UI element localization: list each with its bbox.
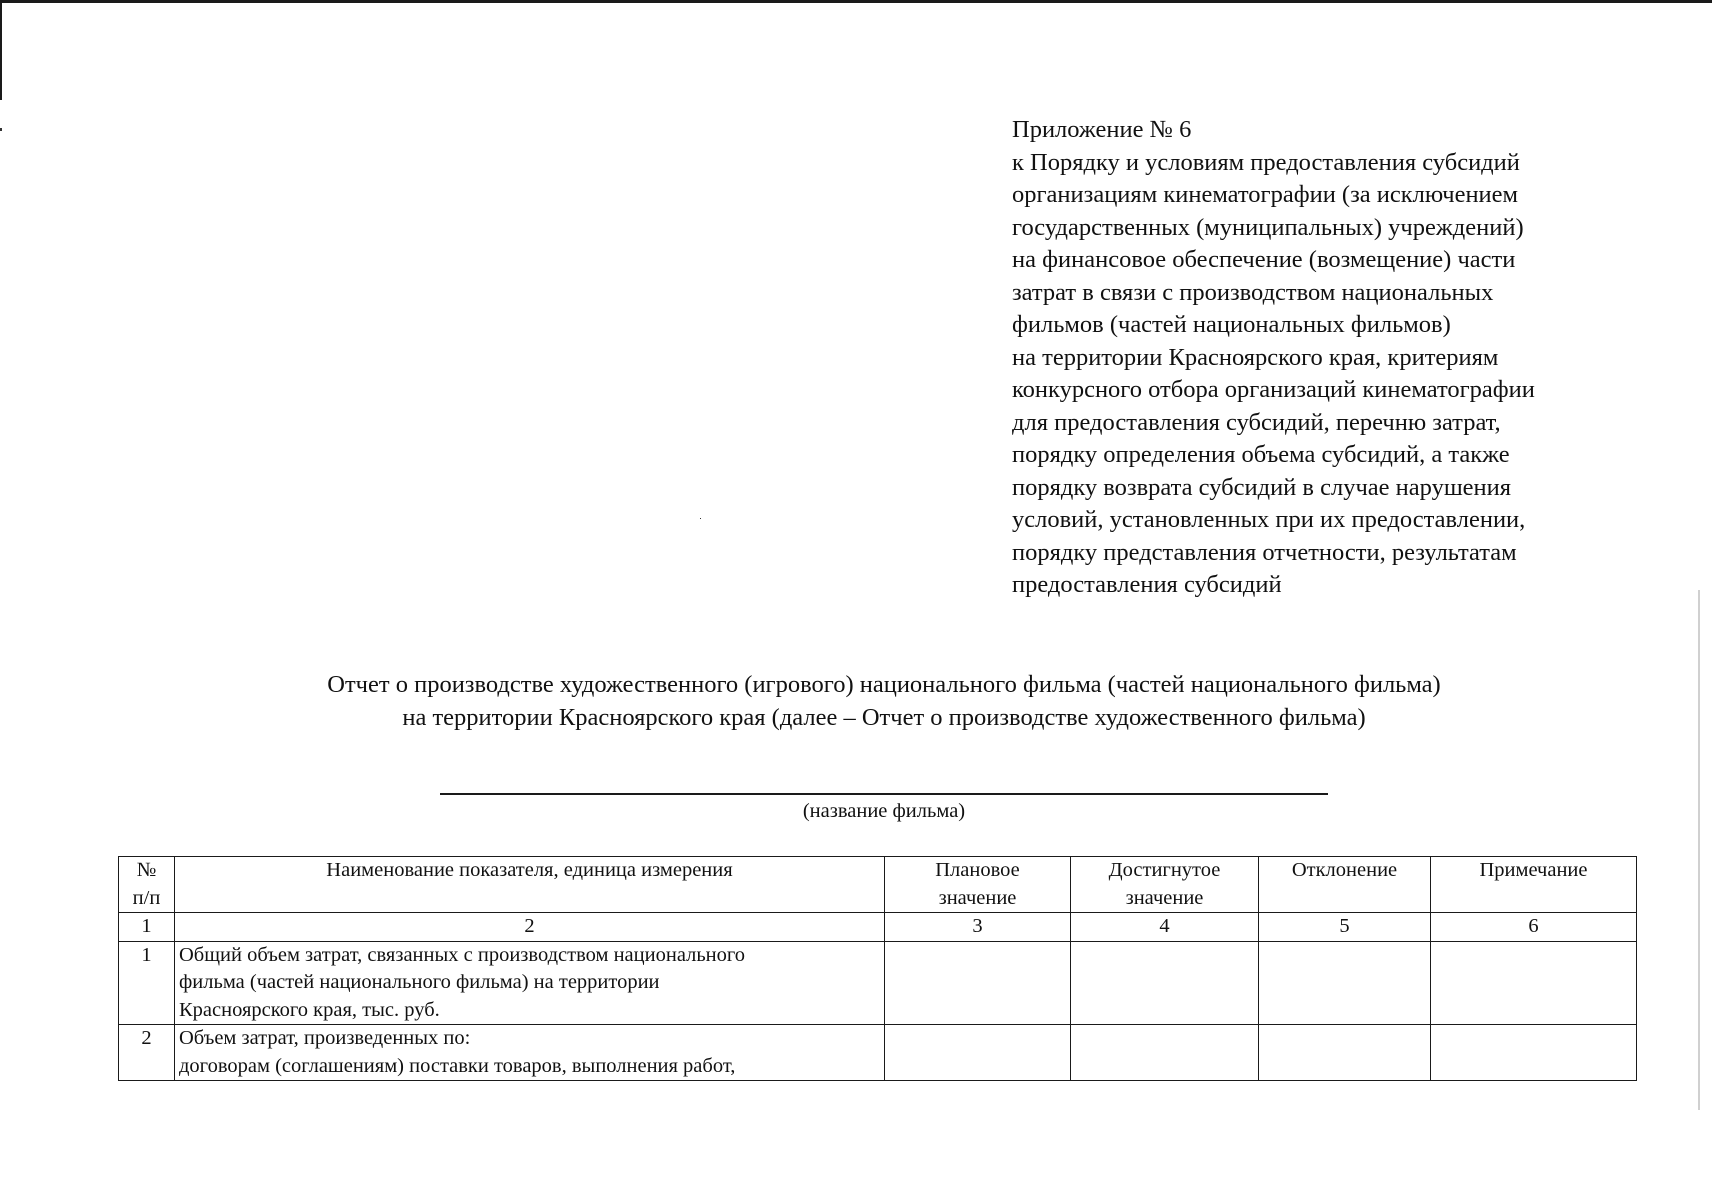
row-indicator bbox=[175, 1025, 885, 1081]
report-table bbox=[118, 856, 1637, 1081]
header-plan-line-2: значение bbox=[938, 886, 1017, 909]
appendix-line: Приложение № 6 bbox=[1012, 116, 1192, 143]
header-achieved-line-1: Достигнутое bbox=[1108, 859, 1221, 881]
appendix-line: к Порядку и условиям предоставления субсидий bbox=[1012, 148, 1520, 176]
row-indicator-line: фильма (частей национального фильма) на территории bbox=[179, 971, 660, 993]
header-num-line-1: № bbox=[136, 859, 157, 881]
header-num-line-2: п/п bbox=[132, 886, 161, 909]
column-number: 4 bbox=[1071, 913, 1259, 942]
row-indicator-line: Объем затрат, произведенных по: bbox=[179, 1027, 471, 1049]
appendix-line: на территории Красноярского края, критериям bbox=[1012, 343, 1499, 371]
scan-border-left bbox=[0, 0, 2, 100]
scan-border-top bbox=[0, 0, 1712, 3]
row-number: 1 bbox=[119, 941, 175, 1025]
row-deviation bbox=[1259, 941, 1431, 1025]
column-number: 6 bbox=[1431, 913, 1637, 942]
header-plan-line-1: Плановое bbox=[935, 859, 1020, 881]
film-name-caption: (название фильма) bbox=[802, 800, 966, 822]
appendix-line: организациям кинематографии (за исключением bbox=[1012, 181, 1519, 208]
appendix-line: условий, установленных при их предоставлении, bbox=[1012, 506, 1526, 533]
header-plan bbox=[885, 857, 1071, 913]
row-note bbox=[1431, 941, 1637, 1025]
appendix-line: порядку представления отчетности, результатам bbox=[1012, 538, 1517, 566]
column-number: 5 bbox=[1259, 913, 1431, 942]
row-note bbox=[1431, 1025, 1637, 1081]
row-indicator-line: Красноярского края, тыс. руб. bbox=[179, 998, 440, 1021]
row-achieved-value bbox=[1071, 941, 1259, 1025]
table-header-row bbox=[119, 857, 1637, 913]
header-achieved bbox=[1071, 857, 1259, 913]
table-row bbox=[119, 941, 1637, 1025]
column-number: 1 bbox=[119, 913, 175, 942]
row-plan-value bbox=[885, 1025, 1071, 1081]
row-indicator-line: договорам (соглашениям) поставки товаров, выполнения работ, bbox=[179, 1054, 736, 1077]
scan-speck bbox=[700, 518, 701, 519]
report-title-line-1: Отчет о производстве художественного (игрового) национального фильма (частей национального фильма) bbox=[327, 671, 1441, 698]
appendix-note bbox=[1012, 114, 1692, 602]
scan-speck bbox=[0, 128, 2, 131]
film-name-blank-line bbox=[440, 793, 1328, 795]
appendix-line: предоставления субсидий bbox=[1012, 571, 1282, 598]
appendix-line: порядку определения объема субсидий, а также bbox=[1012, 441, 1510, 468]
report-title bbox=[0, 668, 1712, 734]
row-number: 2 bbox=[119, 1025, 175, 1081]
row-indicator-line: Общий объем затрат, связанных с производством национального bbox=[179, 943, 746, 966]
appendix-line: на финансовое обеспечение (возмещение) части bbox=[1012, 246, 1516, 273]
appendix-line: государственных (муниципальных) учреждений) bbox=[1012, 213, 1524, 241]
column-number-row bbox=[119, 913, 1637, 942]
row-achieved-value bbox=[1071, 1025, 1259, 1081]
row-deviation bbox=[1259, 1025, 1431, 1081]
column-number: 3 bbox=[885, 913, 1071, 942]
appendix-line: фильмов (частей национальных фильмов) bbox=[1012, 311, 1451, 338]
appendix-line: порядку возврата субсидий в случае нарушения bbox=[1012, 473, 1512, 501]
table-row bbox=[119, 1025, 1637, 1081]
header-deviation: Отклонение bbox=[1259, 857, 1431, 913]
header-achieved-line-2: значение bbox=[1125, 886, 1204, 909]
header-indicator: Наименование показателя, единица измерения bbox=[175, 857, 885, 913]
row-indicator bbox=[175, 941, 885, 1025]
header-note: Примечание bbox=[1431, 857, 1637, 913]
header-num bbox=[119, 857, 175, 913]
row-plan-value bbox=[885, 941, 1071, 1025]
appendix-line: для предоставления субсидий, перечню затрат, bbox=[1012, 408, 1501, 436]
report-title-line-2: на территории Красноярского края (далее – Отчет о производстве художественного фильма) bbox=[402, 704, 1366, 731]
column-number: 2 bbox=[175, 913, 885, 942]
appendix-line: затрат в связи с производством национальных bbox=[1012, 278, 1494, 306]
appendix-line: конкурсного отбора организаций кинематографии bbox=[1012, 376, 1535, 403]
